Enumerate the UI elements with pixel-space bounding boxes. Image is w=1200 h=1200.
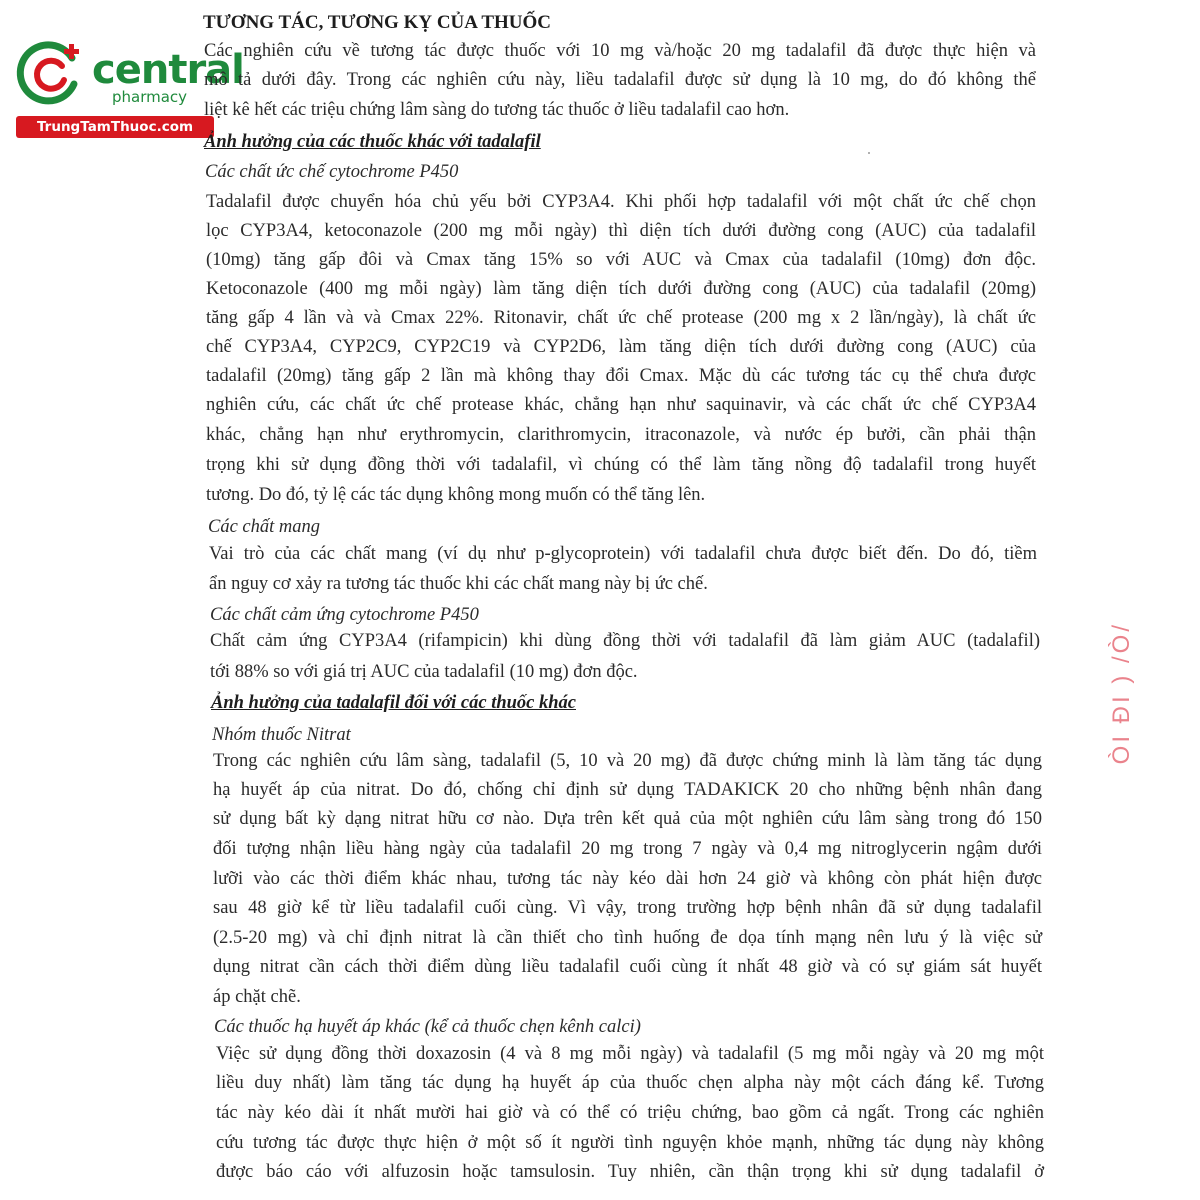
paragraph-line: Các nghiên cứu về tương tác được thuốc với 10 mg và/hoặc 20 mg tadalafil đã được thực hiện và <box>204 41 1036 61</box>
subheading: Các chất cảm ứng cytochrome P450 <box>210 605 479 625</box>
paragraph-line: sử dụng bất kỳ dạng nitrat hữu cơ nào. Dựa trên kết quả của một nghiên cứu lâm sàng trong đó 150 <box>213 809 1042 829</box>
red-stamp-fragment: ÒI ÐI ) /Ò/ <box>1108 622 1135 765</box>
subheading: Các chất ức chế cytochrome P450 <box>205 162 459 182</box>
paragraph-line: Vai trò của các chất mang (ví dụ như p-glycoprotein) với tadalafil chưa được biết đến. Do đó, tiềm <box>209 544 1037 564</box>
scan-speck <box>868 152 870 154</box>
paragraph-line: cứu tương tác được thực hiện ở một số ít người tình nguyện khỏe mạnh, những tác dụng này không <box>216 1133 1044 1153</box>
paragraph-line: (2.5-20 mg) và chỉ định nitrat là cần thiết cho tình huống đe dọa tính mạng nên lưu ý là việc sử <box>213 928 1042 948</box>
paragraph-line: trọng khi sử dụng đồng thời với tadalafil, vì chúng có thể làm tăng nồng độ tadalafil trong huyết <box>206 455 1036 475</box>
paragraph-line: (10mg) tăng gấp đôi và Cmax tăng 15% so với AUC và Cmax của tadalafil (10mg) đơn độc. <box>206 250 1036 270</box>
paragraph-line: liệt kê hết các triệu chứng lâm sàng do tương tác thuốc ở liều tadalafil cao hơn. <box>204 100 790 120</box>
paragraph-line: được báo cáo với alfuzosin hoặc tamsulosin. Tuy nhiên, cần thận trọng khi sử dụng tadalafil ở <box>216 1162 1044 1182</box>
paragraph-line: áp chặt chẽ. <box>213 987 301 1007</box>
paragraph-line: ẩn nguy cơ xảy ra tương tác thuốc khi các chất mang này bị ức chế. <box>209 574 708 594</box>
logo-name: central <box>92 47 244 93</box>
paragraph-line: liều duy nhất) làm tăng tác dụng hạ huyết áp của thuốc chẹn alpha này một cách đáng kể. Tương <box>216 1073 1044 1093</box>
subheading: Các chất mang <box>208 517 321 537</box>
paragraph-line: tăng gấp 4 lần và và Cmax 22%. Ritonavir, chất ức chế protease (200 mg x 2 lần/ngày), là chất ức <box>206 308 1036 328</box>
paragraph-line: tương. Do đó, tỷ lệ các tác dụng không mong muốn có thể tăng lên. <box>206 485 706 505</box>
subheading: Các thuốc hạ huyết áp khác (kể cả thuốc chẹn kênh calci) <box>214 1017 641 1037</box>
paragraph-line: đối tượng nhận liều hàng ngày của tadalafil 20 mg trong 7 ngày và 0,4 mg nitroglycerin ngậm dưới <box>213 839 1042 859</box>
paragraph-line: Tadalafil được chuyển hóa chủ yếu bởi CYP3A4. Khi phối hợp tadalafil với một chất ức chế chọn <box>206 192 1036 212</box>
paragraph-line: Việc sử dụng đồng thời doxazosin (4 và 8 mg mỗi ngày) và tadalafil (5 mg mỗi ngày và 20 mg một <box>216 1044 1044 1064</box>
paragraph-line: hạ huyết áp của nitrat. Do đó, chống chỉ định sử dụng TADAKICK 20 cho những bệnh nhân đang <box>213 780 1042 800</box>
paragraph-line: sau 48 giờ kể từ liều tadalafil cuối cùng. Vì vậy, trong trường hợp bệnh nhân đã sử dụng tadalafil <box>213 898 1042 918</box>
paragraph-line: nghiên cứu, các chất ức chế protease khác, chẳng hạn như saquinavir, và các chất ức chế CYP3A4 <box>206 395 1036 415</box>
paragraph-line: mô tả dưới đây. Trong các nghiên cứu này, liều tadalafil được sử dụng là 10 mg, do đó không thể <box>204 70 1036 90</box>
paragraph-line: Trong các nghiên cứu lâm sàng, tadalafil (5, 10 và 20 mg) đã được chứng minh là làm tăng tác dụng <box>213 751 1042 771</box>
paragraph-line: khác, chẳng hạn như erythromycin, clarithromycin, itraconazole, và nước ép bưởi, cần phải thận <box>206 425 1036 445</box>
paragraph-line: dụng nitrat cần cách thời điểm dùng liều tadalafil cuối cùng ít nhất 48 giờ và có sự giám sát huyết <box>213 957 1042 977</box>
subsection-heading: Ảnh hưởng của các thuốc khác với tadalafil <box>204 132 541 152</box>
paragraph-line: lưỡi vào các thời điểm khác nhau, tương tác này kéo dài hơn 24 giờ và không còn phát hiện được <box>213 869 1042 889</box>
logo-subtitle: pharmacy <box>112 88 188 106</box>
paragraph-line: tới 88% so với giá trị AUC của tadalafil (10 mg) đơn độc. <box>210 662 638 682</box>
paragraph-line: lọc CYP3A4, ketoconazole (200 mg mỗi ngày) thì diện tích dưới đường cong (AUC) của tadalafil <box>206 221 1036 241</box>
paragraph-line: Chất cảm ứng CYP3A4 (rifampicin) khi dùng đồng thời với tadalafil đã làm giảm AUC (tadalafil) <box>210 631 1040 651</box>
paragraph-line: tadalafil (20mg) tăng gấp 2 lần mà không thay đổi Cmax. Mặc dù các tương tác cụ thể chưa được <box>206 366 1036 386</box>
section-title: TƯƠNG TÁC, TƯƠNG KỴ CỦA THUỐC <box>203 12 552 33</box>
logo-website-banner: TrungTamThuoc.com <box>16 116 214 138</box>
subsection-heading: Ảnh hưởng của tadalafil đối với các thuốc khác <box>211 693 576 713</box>
paragraph-line: chế CYP3A4, CYP2C9, CYP2C19 và CYP2D6, làm tăng diện tích dưới đường cong (AUC) của <box>206 337 1036 357</box>
paragraph-line: tác này kéo dài ít nhất mười hai giờ và có thể có triệu chứng, bao gồm cả ngất. Trong các nghiên <box>216 1103 1044 1123</box>
paragraph-line: Ketoconazole (400 mg mỗi ngày) làm tăng diện tích dưới đường cong (AUC) của tadalafil (20mg) <box>206 279 1036 299</box>
subheading: Nhóm thuốc Nitrat <box>212 725 351 745</box>
